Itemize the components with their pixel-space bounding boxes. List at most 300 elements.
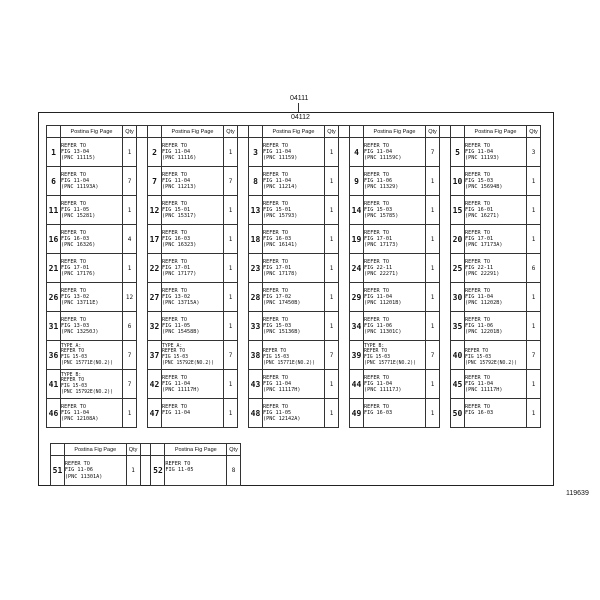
part-qty: 1	[325, 196, 339, 225]
reference-line: REFER TO	[61, 403, 86, 410]
part-number: 39	[350, 341, 364, 370]
part-reference	[61, 341, 123, 370]
reference-line: REFER TO	[162, 349, 186, 355]
part-qty: 1	[426, 196, 440, 225]
column-spacer	[238, 399, 249, 428]
column-spacer	[137, 312, 148, 341]
part-number: 14	[350, 196, 364, 225]
column-spacer	[339, 254, 350, 283]
reference-line: REFER TO	[364, 349, 388, 355]
parts-table-extra-header	[51, 444, 252, 456]
reference-line: FIG 11-04	[465, 380, 494, 387]
header-spacer	[140, 444, 151, 456]
reference-line: REFER TO	[263, 287, 288, 294]
reference-line: (PNC 11214)	[263, 184, 298, 191]
part-reference	[162, 399, 224, 428]
part-qty: 1	[123, 399, 137, 428]
column-spacer	[238, 283, 249, 312]
reference-line: REFER TO	[162, 316, 187, 323]
part-reference	[61, 370, 123, 399]
part-reference	[465, 370, 527, 399]
part-reference	[162, 370, 224, 399]
header-qty: Qty	[126, 444, 140, 456]
part-reference	[61, 138, 123, 167]
part-qty: 1	[325, 399, 339, 428]
column-spacer	[238, 138, 249, 167]
part-number: 4	[350, 138, 364, 167]
reference-line: REFER TO	[364, 403, 389, 410]
outer-assembly-label: 04111	[290, 95, 309, 102]
part-qty: 1	[224, 399, 238, 428]
part-qty: 1	[527, 399, 541, 428]
reference-line: FIG 16-03	[364, 409, 393, 416]
reference-line: REFER TO	[465, 316, 490, 323]
reference-line: (PNC 15317)	[162, 213, 197, 220]
reference-line: REFER TO	[263, 403, 288, 410]
part-number: 7	[148, 167, 162, 196]
reference-line: (PNC 17177)	[162, 271, 197, 278]
column-spacer	[440, 225, 451, 254]
reference-line: FIG 11-04	[162, 409, 191, 416]
part-reference	[364, 312, 426, 341]
part-qty: 1	[325, 312, 339, 341]
column-spacer	[238, 254, 249, 283]
reference-line: (PNC 15136B)	[263, 329, 301, 336]
part-reference	[162, 341, 224, 370]
reference-line: (PNC 11117H)	[162, 387, 200, 394]
part-number: 30	[451, 283, 465, 312]
reference-line: (PNC 16323)	[162, 242, 197, 249]
part-number: 49	[350, 399, 364, 428]
part-number: 22	[148, 254, 162, 283]
part-qty: 1	[224, 283, 238, 312]
reference-line: FIG 11-04	[263, 380, 292, 387]
part-qty: 1	[426, 399, 440, 428]
part-number: 35	[451, 312, 465, 341]
reference-line: REFER TO	[162, 171, 187, 178]
part-reference	[364, 254, 426, 283]
reference-line: REFER TO	[364, 229, 389, 236]
part-reference	[364, 370, 426, 399]
part-number: 47	[148, 399, 162, 428]
reference-line: (PNC 11117H)	[465, 387, 503, 394]
part-number: 38	[249, 341, 263, 370]
reference-line: FIG 22-11	[364, 264, 393, 271]
outer-label-tick	[298, 103, 299, 112]
part-reference	[465, 399, 527, 428]
part-reference	[263, 341, 325, 370]
part-reference	[465, 341, 527, 370]
reference-line: (PNC 15792E(NO.2))	[61, 389, 113, 395]
part-number: 42	[148, 370, 162, 399]
reference-line: (PNC 11117H)	[263, 387, 301, 394]
reference-line: FIG 13-03	[61, 322, 90, 329]
reference-line: REFER TO	[61, 287, 86, 294]
part-number: 28	[249, 283, 263, 312]
reference-line: FIG 17-01	[465, 235, 494, 242]
part-qty: 1	[224, 225, 238, 254]
reference-line: (PNC 16141)	[263, 242, 298, 249]
part-number: 24	[350, 254, 364, 283]
column-spacer	[339, 312, 350, 341]
part-number: 52	[151, 456, 165, 486]
header-qty: Qty	[325, 126, 339, 138]
part-qty: 1	[123, 254, 137, 283]
reference-line: FIG 16-03	[263, 235, 292, 242]
header-blank	[148, 126, 162, 138]
reference-line: REFER TO	[162, 229, 187, 236]
part-number: 21	[47, 254, 61, 283]
parts-table	[46, 125, 552, 428]
column-spacer	[339, 341, 350, 370]
part-number: 6	[47, 167, 61, 196]
reference-line: (PNC 15694B)	[465, 184, 503, 191]
part-qty: 1	[123, 196, 137, 225]
part-number: 34	[350, 312, 364, 341]
part-number: 31	[47, 312, 61, 341]
reference-line: REFER TO	[465, 258, 490, 265]
part-number: 27	[148, 283, 162, 312]
part-qty: 1	[325, 254, 339, 283]
table-row	[47, 196, 552, 225]
part-number: 17	[148, 225, 162, 254]
table-row	[47, 167, 552, 196]
reference-line: REFER TO	[465, 349, 489, 355]
header-postina-fig-page: Postina Fig Page	[162, 126, 224, 138]
reference-line: REFER TO	[465, 374, 490, 381]
part-number: 41	[47, 370, 61, 399]
reference-line: (PNC 13711E)	[61, 300, 99, 307]
part-number: 3	[249, 138, 263, 167]
part-qty: 1	[527, 312, 541, 341]
reference-line: FIG 17-01	[61, 264, 90, 271]
part-reference	[162, 283, 224, 312]
reference-line: FIG 11-04	[364, 293, 393, 300]
reference-line: FIG 22-11	[465, 264, 494, 271]
header-qty: Qty	[426, 126, 440, 138]
part-reference	[61, 283, 123, 312]
part-qty: 7	[123, 370, 137, 399]
part-qty: 1	[325, 138, 339, 167]
header-qty: Qty	[527, 126, 541, 138]
part-qty: 7	[123, 341, 137, 370]
reference-line: FIG 16-03	[162, 235, 191, 242]
part-number: 12	[148, 196, 162, 225]
reference-line: REFER TO	[465, 403, 490, 410]
column-spacer	[238, 225, 249, 254]
part-number: 15	[451, 196, 465, 225]
part-reference	[64, 456, 126, 486]
column-spacer	[440, 283, 451, 312]
reference-line: TYPE A:	[162, 343, 183, 349]
reference-line: REFER TO	[465, 171, 490, 178]
part-reference	[162, 167, 224, 196]
reference-line: (PNC 11193)	[465, 155, 500, 162]
reference-line: (PNC 15792E(NO.2))	[465, 360, 517, 366]
part-qty: 1	[325, 225, 339, 254]
reference-line: FIG 17-02	[263, 293, 292, 300]
figure-code: 119639	[566, 490, 589, 497]
part-qty: 1	[224, 312, 238, 341]
reference-line: (PNC 15281)	[61, 213, 96, 220]
reference-line: REFER TO	[162, 287, 187, 294]
part-reference	[364, 283, 426, 312]
part-number: 26	[47, 283, 61, 312]
part-reference	[465, 283, 527, 312]
reference-line: (PNC 22291)	[465, 271, 500, 278]
part-number: 46	[47, 399, 61, 428]
column-spacer	[339, 138, 350, 167]
part-number: 19	[350, 225, 364, 254]
reference-line: FIG 15-03	[364, 355, 390, 360]
header-spacer	[238, 126, 249, 138]
reference-line: FIG 16-01	[465, 206, 494, 213]
part-number: 50	[451, 399, 465, 428]
part-number: 45	[451, 370, 465, 399]
header-postina-fig-page: Postina Fig Page	[263, 126, 325, 138]
reference-line: (PNC 15771E(NO.2))	[61, 360, 113, 366]
part-qty: 8	[227, 456, 241, 486]
part-number: 29	[350, 283, 364, 312]
part-number: 13	[249, 196, 263, 225]
reference-line: REFER TO	[263, 200, 288, 207]
reference-line: REFER TO	[263, 229, 288, 236]
part-reference	[61, 254, 123, 283]
reference-line: (PNC 15458B)	[162, 329, 200, 336]
reference-line: FIG 15-01	[263, 206, 292, 213]
part-reference	[263, 167, 325, 196]
part-number: 40	[451, 341, 465, 370]
reference-line: REFER TO	[364, 258, 389, 265]
column-spacer	[140, 456, 151, 486]
reference-line: REFER TO	[61, 378, 85, 384]
header-postina-fig-page: Postina Fig Page	[165, 444, 227, 456]
reference-line: FIG 11-05	[61, 206, 90, 213]
part-reference	[364, 341, 426, 370]
part-number: 9	[350, 167, 364, 196]
part-reference	[364, 196, 426, 225]
reference-line: REFER TO	[263, 316, 288, 323]
reference-line	[162, 416, 223, 422]
reference-line: REFER TO	[162, 403, 187, 410]
header-postina-fig-page: Postina Fig Page	[364, 126, 426, 138]
part-qty: 1	[426, 312, 440, 341]
column-spacer	[137, 225, 148, 254]
reference-line	[165, 474, 226, 480]
part-qty: 1	[426, 370, 440, 399]
reference-line: FIG 11-04	[162, 148, 191, 155]
part-qty: 1	[426, 167, 440, 196]
reference-line: (PNC 17176)	[61, 271, 96, 278]
reference-line: (PNC 16326)	[61, 242, 96, 249]
reference-line: (PNC 15785)	[364, 213, 399, 220]
reference-line: (PNC 17173)	[364, 242, 399, 249]
header-blank	[151, 444, 165, 456]
part-number: 43	[249, 370, 263, 399]
part-number: 48	[249, 399, 263, 428]
header-blank	[47, 126, 61, 138]
reference-line: FIG 11-04	[162, 380, 191, 387]
reference-line: FIG 15-01	[162, 206, 191, 213]
header-spacer	[339, 126, 350, 138]
column-spacer	[339, 370, 350, 399]
reference-line: (PNC 15792E(NO.2))	[162, 360, 214, 366]
reference-line: REFER TO	[165, 461, 191, 468]
reference-line: REFER TO	[465, 229, 490, 236]
reference-line: FIG 15-03	[263, 322, 292, 329]
reference-line: FIG 11-04	[465, 148, 494, 155]
reference-line: (PNC 15793)	[263, 213, 298, 220]
part-reference	[162, 254, 224, 283]
header-postina-fig-page: Postina Fig Page	[465, 126, 527, 138]
table-row	[47, 341, 552, 370]
table-row	[47, 312, 552, 341]
reference-line: (PNC 16271)	[465, 213, 500, 220]
column-spacer	[440, 370, 451, 399]
reference-line: REFER TO	[61, 349, 85, 355]
part-number: 10	[451, 167, 465, 196]
reference-line: FIG 11-04	[61, 409, 90, 416]
column-spacer	[238, 196, 249, 225]
reference-line: TYPE A:	[61, 343, 82, 349]
table-row	[51, 456, 252, 486]
part-reference	[162, 138, 224, 167]
reference-line: REFER TO	[61, 200, 86, 207]
part-qty: 7	[123, 167, 137, 196]
header-spacer	[137, 126, 148, 138]
part-qty: 1	[426, 283, 440, 312]
column-spacer	[137, 370, 148, 399]
column-spacer	[339, 283, 350, 312]
reference-line: REFER TO	[364, 316, 389, 323]
part-reference	[263, 370, 325, 399]
header-spacer	[440, 126, 451, 138]
reference-line: (PNC 11213)	[162, 184, 197, 191]
reference-line: FIG 11-04	[364, 148, 393, 155]
part-qty: 1	[224, 196, 238, 225]
part-number: 2	[148, 138, 162, 167]
part-number: 25	[451, 254, 465, 283]
header-qty: Qty	[224, 126, 238, 138]
part-qty: 1	[426, 225, 440, 254]
part-reference	[61, 196, 123, 225]
part-reference	[61, 312, 123, 341]
reference-line: FIG 15-03	[61, 355, 87, 360]
reference-line: FIG 17-01	[364, 235, 393, 242]
reference-line: FIG 11-04	[263, 177, 292, 184]
column-spacer	[137, 399, 148, 428]
header-blank	[51, 444, 65, 456]
part-number: 37	[148, 341, 162, 370]
column-spacer	[137, 138, 148, 167]
reference-line: FIG 15-03	[465, 355, 491, 360]
part-number: 5	[451, 138, 465, 167]
part-reference	[162, 225, 224, 254]
reference-line: (PNC 12108A)	[61, 416, 99, 423]
reference-line: REFER TO	[263, 171, 288, 178]
reference-line: FIG 17-01	[263, 264, 292, 271]
reference-line: FIG 15-03	[61, 384, 87, 389]
reference-line: REFER TO	[61, 142, 86, 149]
reference-line: FIG 11-05	[162, 322, 191, 329]
reference-line: REFER TO	[364, 374, 389, 381]
part-reference	[364, 167, 426, 196]
part-number: 16	[47, 225, 61, 254]
part-number: 33	[249, 312, 263, 341]
reference-line: REFER TO	[61, 258, 86, 265]
part-reference	[162, 196, 224, 225]
reference-line: FIG 11-05	[165, 467, 194, 474]
reference-line: FIG 11-04	[263, 148, 292, 155]
part-reference	[263, 399, 325, 428]
part-qty: 1	[527, 283, 541, 312]
reference-line: (PNC 11116)	[162, 155, 197, 162]
table-row	[47, 225, 552, 254]
reference-line: (PNC 13715A)	[162, 300, 200, 307]
part-reference	[465, 225, 527, 254]
part-reference	[162, 312, 224, 341]
part-reference	[364, 138, 426, 167]
part-reference	[263, 196, 325, 225]
reference-line: (PNC 17173A)	[465, 242, 503, 249]
part-reference	[263, 138, 325, 167]
part-number: 1	[47, 138, 61, 167]
column-spacer	[238, 341, 249, 370]
reference-line: (PNC 11301C)	[364, 329, 402, 336]
reference-line: (PNC 11201B)	[364, 300, 402, 307]
column-spacer	[137, 341, 148, 370]
reference-line: FIG 16-03	[465, 409, 494, 416]
reference-line: FIG 17-01	[162, 264, 191, 271]
reference-line: REFER TO	[61, 316, 86, 323]
part-qty: 7	[426, 138, 440, 167]
part-reference	[263, 283, 325, 312]
part-number: 51	[51, 456, 65, 486]
reference-line: REFER TO	[61, 229, 86, 236]
reference-line: (PNC 12201B)	[465, 329, 503, 336]
part-qty: 1	[224, 138, 238, 167]
reference-line: FIG 11-04	[162, 177, 191, 184]
table-row	[47, 138, 552, 167]
reference-line: (PNC 11115)	[61, 155, 96, 162]
column-spacer	[440, 254, 451, 283]
header-qty: Qty	[227, 444, 241, 456]
reference-line: REFER TO	[263, 374, 288, 381]
reference-line: REFER TO	[465, 142, 490, 149]
reference-line: REFER TO	[263, 258, 288, 265]
part-qty: 1	[527, 225, 541, 254]
part-number: 18	[249, 225, 263, 254]
reference-line: FIG 11-06	[64, 467, 94, 474]
part-reference	[263, 225, 325, 254]
column-spacer	[137, 196, 148, 225]
column-spacer	[440, 167, 451, 196]
part-qty: 6	[527, 254, 541, 283]
reference-line: FIG 11-06	[364, 177, 393, 184]
reference-line: (PNC 17178)	[263, 271, 298, 278]
part-reference	[61, 167, 123, 196]
part-number: 8	[249, 167, 263, 196]
part-number: 36	[47, 341, 61, 370]
reference-line: FIG 11-04	[364, 380, 393, 387]
column-spacer	[440, 399, 451, 428]
column-spacer	[137, 283, 148, 312]
reference-line: REFER TO	[64, 461, 90, 468]
part-qty: 7	[325, 341, 339, 370]
reference-line: (PNC 13250J)	[61, 329, 99, 336]
reference-line: FIG 11-06	[465, 322, 494, 329]
reference-line: FIG 11-05	[263, 409, 292, 416]
